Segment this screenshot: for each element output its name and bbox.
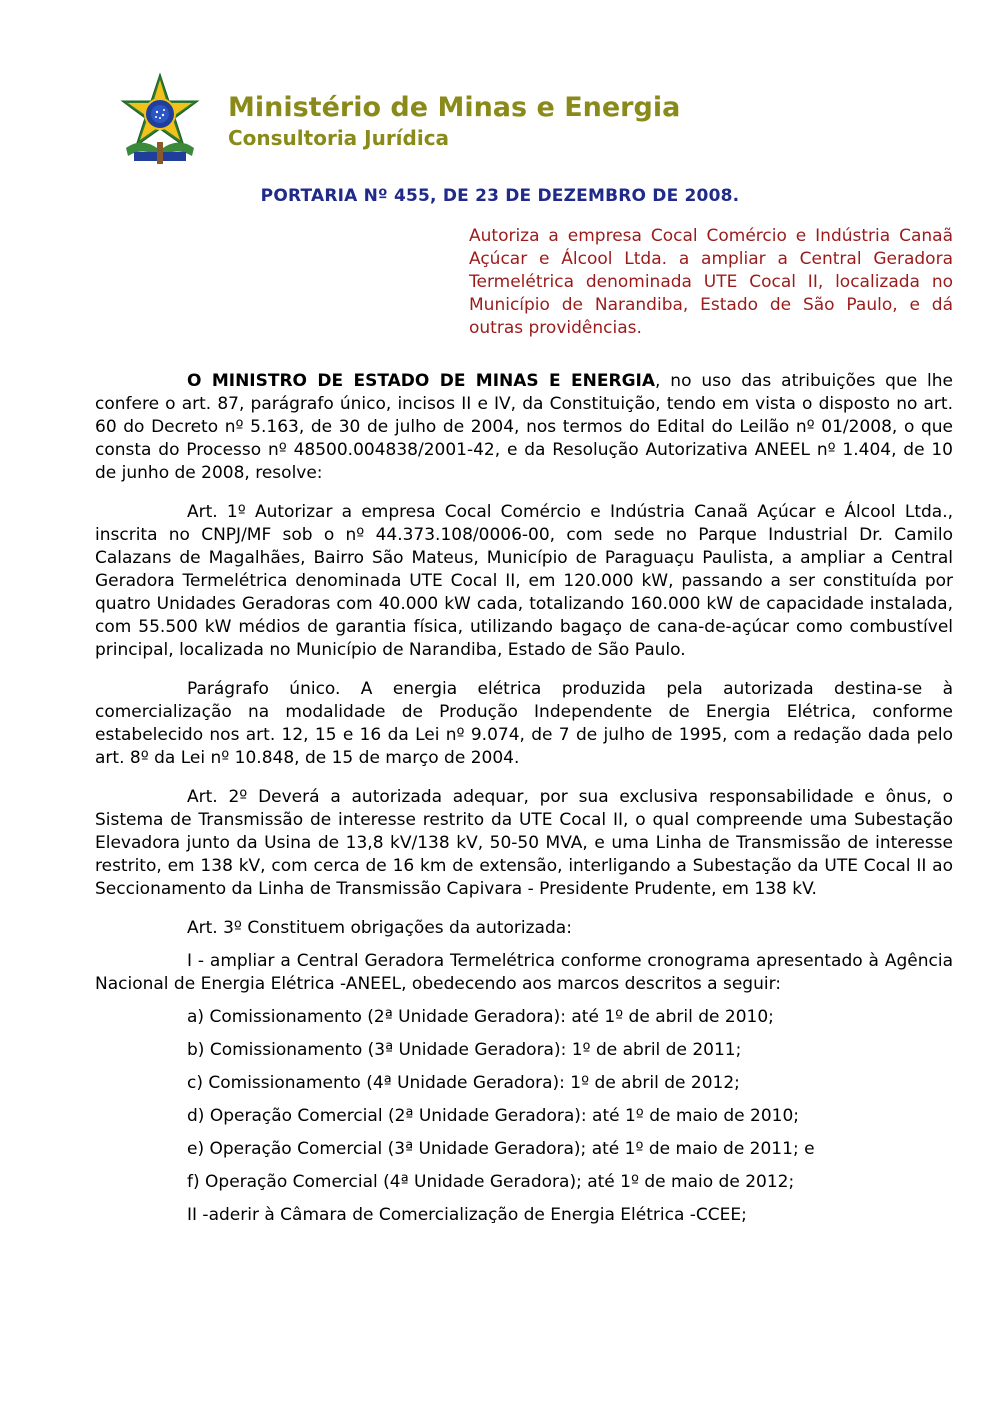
document-body xyxy=(95,370,953,1237)
article-3: Art. 3º Constituem obrigações da autorizada: xyxy=(187,918,572,938)
inciso-2: II -aderir à Câmara de Comercialização de Energia Elétrica -CCEE; xyxy=(187,1205,747,1225)
preamble xyxy=(95,370,953,485)
paragrafo-unico: Parágrafo único. A energia elétrica produzida pela autorizada destina-se à comercialização na modalidade de Produção Independente de Energia Elétrica, conforme estabelecido nos art. 12, 15 e 16 da Lei nº 9.074, de 7 de julho de 1995, com a redação dada pelo art. 8º da Lei nº 10.848, de 15 de março de 2004. xyxy=(95,679,953,768)
list-item: d) Operação Comercial (2ª Unidade Geradora): até 1º de maio de 2010; xyxy=(187,1106,799,1126)
inciso-1: I - ampliar a Central Geradora Termelétrica conforme cronograma apresentado à Agência Nacional de Energia Elétrica -ANEEL, obedecendo aos marcos descritos a seguir: xyxy=(95,951,953,994)
ementa: Autoriza a empresa Cocal Comércio e Indústria Canaã Açúcar e Álcool Ltda. a ampliar a Central Geradora Termelétrica denominada UTE Cocal II, localizada no Município de Narandiba, Estado de São Paulo, e dá outras providências. xyxy=(469,226,953,338)
preamble-text: , no uso das atribuições que lhe confere o art. 87, parágrafo único, incisos II e IV, da Constituição, tendo em vista o disposto no art. 60 do Decreto nº 5.163, de 30 de julho de 2004, nos termos do Edital do Leilão nº 01/2008, o que consta do Processo nº 48500.004838/2001-42, e da Resolução Autorizativa ANEEL nº 1.404, de 10 de junho de 2008, resolve: xyxy=(95,371,953,483)
department-name: Consultoria Jurídica xyxy=(228,126,450,150)
list-item: b) Comissionamento (3ª Unidade Geradora): 1º de abril de 2011; xyxy=(187,1040,742,1060)
list-item: a) Comissionamento (2ª Unidade Geradora): até 1º de abril de 2010; xyxy=(187,1007,774,1027)
letterhead xyxy=(112,70,712,170)
list-item: c) Comissionamento (4ª Unidade Geradora): 1º de abril de 2012; xyxy=(187,1073,740,1093)
list-item: e) Operação Comercial (3ª Unidade Geradora); até 1º de maio de 2011; e xyxy=(187,1139,815,1159)
ministry-name: Ministério de Minas e Energia xyxy=(228,92,681,123)
article-2: Art. 2º Deverá a autorizada adequar, por sua exclusiva responsabilidade e ônus, o Sistema de Transmissão de interesse restrito da UTE Cocal II, o qual compreende uma Subestação Elevadora junto da Usina de 13,8 kV/138 kV, 50-50 MVA, e uma Linha de Transmissão de interesse restrito, em 138 kV, com cerca de 16 km de extensão, interligando a Subestação da UTE Cocal II ao Seccionamento da Linha de Transmissão Capivara - Presidente Prudente, em 138 kV. xyxy=(95,787,953,899)
preamble-lead: O MINISTRO DE ESTADO DE MINAS E ENERGIA xyxy=(187,371,656,391)
document-title: PORTARIA Nº 455, DE 23 DE DEZEMBRO DE 2008. xyxy=(260,186,740,206)
article-1: Art. 1º Autorizar a empresa Cocal Comércio e Indústria Canaã Açúcar e Álcool Ltda., inscrita no CNPJ/MF sob o nº 44.373.108/0006-00, com sede no Parque Industrial Dr. Camilo Calazans de Magalhães, Bairro São Mateus, Município de Paraguaçu Paulista, a ampliar a Central Geradora Termelétrica denominada UTE Cocal II, em 120.000 kW, passando a ser constituída por quatro Unidades Geradoras com 40.000 kW cada, totalizando 160.000 kW de capacidade instalada, com 55.500 kW médios de garantia física, utilizando bagaço de cana-de-açúcar como combustível principal, localizada no Município de Narandiba, Estado de São Paulo. xyxy=(95,502,953,660)
coat-of-arms-icon xyxy=(112,70,208,166)
list-item: f) Operação Comercial (4ª Unidade Geradora); até 1º de maio de 2012; xyxy=(187,1172,795,1192)
